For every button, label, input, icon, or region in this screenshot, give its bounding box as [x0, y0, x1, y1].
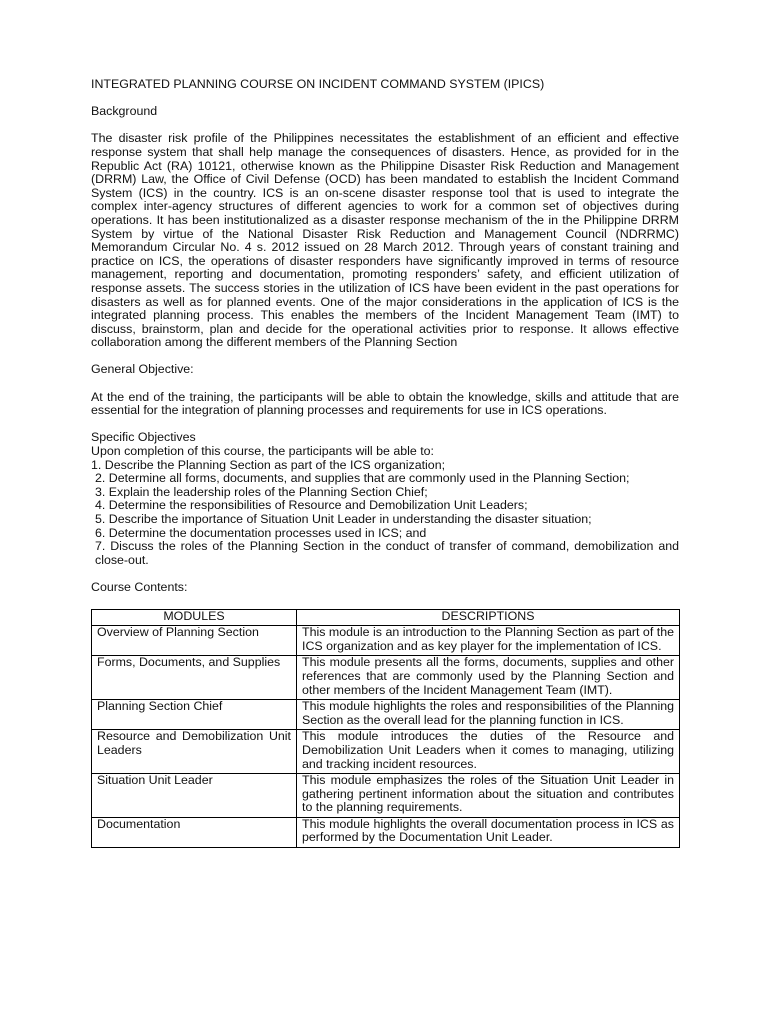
table-row: [92, 730, 680, 774]
specific-objectives-intro: Upon completion of this course, the participants will be able to:: [91, 444, 434, 459]
table-row: [92, 656, 680, 700]
document-body: [91, 78, 679, 848]
description-cell: This module emphasizes the roles of the Situation Unit Leader in gathering pertinent information about the situation and contributes to the planning requirements.: [297, 774, 680, 818]
table-row: [92, 700, 680, 730]
document-title: INTEGRATED PLANNING COURSE ON INCIDENT COMMAND SYSTEM (IPICS): [91, 77, 545, 91]
description-cell: This module is an introduction to the Planning Section as part of the ICS organization and as key player for the implementation of ICS.: [297, 626, 680, 656]
module-cell: Forms, Documents, and Supplies: [92, 656, 297, 700]
column-header-modules: MODULES: [92, 609, 297, 626]
module-cell: Resource and Demobilization Unit Leaders: [92, 730, 297, 774]
description-cell: This module presents all the forms, documents, supplies and other references that are commonly used by the Planning Section and other members of the Incident Management Team (IMT).: [297, 656, 680, 700]
objective-item: 5. Describe the importance of Situation Unit Leader in understanding the disaster situation;: [95, 512, 592, 526]
objective-item: 2. Determine all forms, documents, and supplies that are commonly used in the Planning Section;: [95, 471, 630, 486]
table-row: [92, 774, 680, 818]
module-cell: Documentation: [92, 817, 297, 847]
specific-objectives-heading: Specific Objectives: [91, 430, 196, 445]
module-cell: Planning Section Chief: [92, 700, 297, 730]
general-objective-heading: General Objective:: [91, 362, 194, 377]
module-cell: Situation Unit Leader: [92, 774, 297, 818]
course-contents-table: [91, 609, 680, 849]
table-row: [92, 626, 680, 656]
description-cell: This module highlights the overall documentation process in ICS as performed by the Documentation Unit Leader.: [297, 817, 680, 847]
module-cell: Overview of Planning Section: [92, 626, 297, 656]
course-contents-heading: Course Contents:: [91, 579, 188, 594]
background-heading: Background: [91, 104, 158, 119]
description-cell: This module highlights the roles and responsibilities of the Planning Section as the overall lead for the planning function in ICS.: [297, 700, 680, 730]
objective-item: 1. Describe the Planning Section as part of the ICS organization;: [91, 457, 446, 472]
objective-item: 3. Explain the leadership roles of the Planning Section Chief;: [95, 484, 428, 499]
objective-item: 6. Determine the documentation processes used in ICS; and: [95, 525, 427, 540]
table-header-row: [92, 609, 680, 626]
objective-item: 4. Determine the responsibilities of Resource and Demobilization Unit Leaders;: [95, 498, 528, 513]
general-objective-paragraph: At the end of the training, the participants will be able to obtain the knowledge, skills and attitude that are essential for the integration of planning processes and requirements for use in ICS operations.: [91, 389, 679, 418]
background-paragraph: The disaster risk profile of the Philippines necessitates the establishment of an efficient and effective response system that shall help manage the consequences of disasters. Hence, as provided for in the Republic Act (RA) 10121, otherwise known as the Philippine Disaster Risk Reduction and Management (DRRM) Law, the Office of Civil Defense (OCD) has been mandated to establish the Incident Command System (ICS) in the country. ICS is an on-scene disaster response tool that is used to integrate the complex inter-agency structures of different agencies to work for a common set of objectives during operations. It has been institutionalized as a disaster response mechanism of the in the Philippine DRRM System by virtue of the National Disaster Risk Reduction and Management Council (NDRRMC) Memorandum Circular No. 4 s. 2012 issued on 28 March 2012. Through years of constant training and practice on ICS, the operations of disaster responders have significantly improved in terms of resource management, reporting and documentation, promoting responders’ safety, and efficient utilization of response assets. The success stories in the utilization of ICS have been evident in the past operations for disasters as well as for planned events. One of the major considerations in the application of ICS is the integrated planning process. This enables the members of the Incident Management Team (IMT) to discuss, brainstorm, plan and decide for the operational activities prior to response. It allows effective collaboration among the different members of the Planning Section: [91, 131, 679, 350]
objective-item: 7. Discuss the roles of the Planning Section in the conduct of transfer of command, demobilization and close-out.: [95, 539, 679, 567]
column-header-descriptions: DESCRIPTIONS: [297, 609, 680, 626]
description-cell: This module introduces the duties of the Resource and Demobilization Unit Leaders when it comes to managing, utilizing and tracking incident resources.: [297, 730, 680, 774]
table-row: [92, 817, 680, 847]
specific-objectives-list: [91, 459, 679, 568]
